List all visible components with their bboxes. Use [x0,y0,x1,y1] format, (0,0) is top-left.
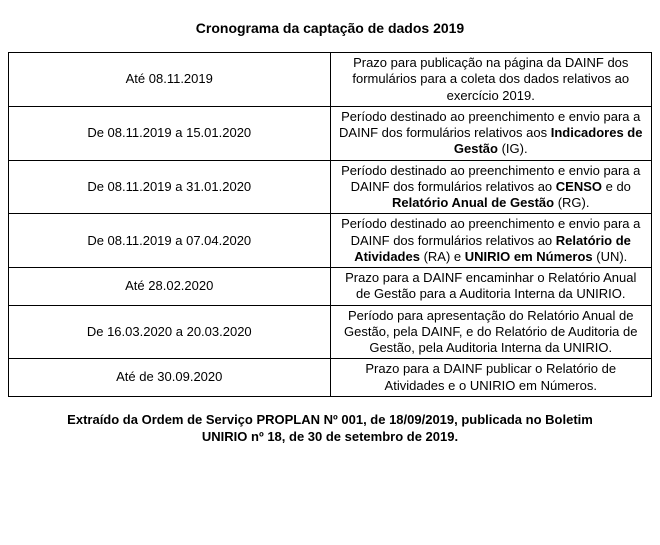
description-cell [330,106,652,160]
description-segment: Prazo para a DAINF encaminhar o Relatório Anual de Gestão para a Auditoria Interna da UNIRIO. [345,270,637,302]
schedule-table-body [9,53,652,397]
description-cell [330,214,652,268]
description-segment: Período para apresentação do Relatório Anual de Gestão, pela DAINF, e do Relatório de Auditoria de Gestão, pela Auditoria Interna da UNIRIO. [344,307,638,355]
date-cell: De 08.11.2019 a 07.04.2020 [9,214,331,268]
description-segment: Prazo para publicação na página da DAINF dos formulários para a coleta dos dados relativos ao exercício 2019. [352,55,630,103]
description-segment: (RG). [554,195,590,210]
date-cell: De 08.11.2019 a 31.01.2020 [9,160,331,214]
description-cell [330,268,652,306]
description-bold-segment: UNIRIO em Números [464,248,593,264]
date-cell: Até de 30.09.2020 [9,359,331,397]
date-cell: Até 28.02.2020 [9,268,331,306]
description-cell [330,160,652,214]
date-cell: De 08.11.2019 a 15.01.2020 [9,106,331,160]
description-segment: e do [602,178,631,194]
table-row [9,160,652,214]
table-row [9,359,652,397]
description-segment: (IG). [497,141,528,157]
table-row [9,268,652,306]
date-cell: De 16.03.2020 a 20.03.2020 [9,305,331,359]
description-segment: Período destinado ao preenchimento e envio para a DAINF dos formulários relativos aos [339,108,641,140]
date-cell: Até 08.11.2019 [9,53,331,107]
description-cell [330,53,652,107]
description-bold-segment: Relatório de Atividades [354,232,631,264]
description-cell [330,359,652,397]
source-note: Extraído da Ordem de Serviço PROPLAN Nº 001, de 18/09/2019, publicada no Boletim UNIRIO nº 18, de 30 de setembro de 2019. [67,411,593,445]
description-segment: (UN). [592,248,628,264]
table-row [9,305,652,359]
description-segment: Período destinado ao preenchimento e envio para a DAINF dos formulários relativos ao [341,162,641,194]
description-bold-segment: Indicadores de Gestão [453,125,643,157]
page-title: Cronograma da captação de dados 2019 [195,20,465,36]
schedule-table [8,52,652,397]
table-row [9,106,652,160]
description-segment: Período destinado ao preenchimento e envio para a DAINF dos formulários relativos ao [341,216,641,248]
table-row [9,214,652,268]
description-bold-segment: CENSO [555,178,602,194]
description-segment: Prazo para a DAINF publicar o Relatório de Atividades e o UNIRIO em Números. [365,361,617,393]
description-bold-segment: Relatório Anual de Gestão [392,195,555,210]
description-cell [330,305,652,359]
table-row [9,53,652,107]
description-segment: (RA) e [419,248,465,264]
